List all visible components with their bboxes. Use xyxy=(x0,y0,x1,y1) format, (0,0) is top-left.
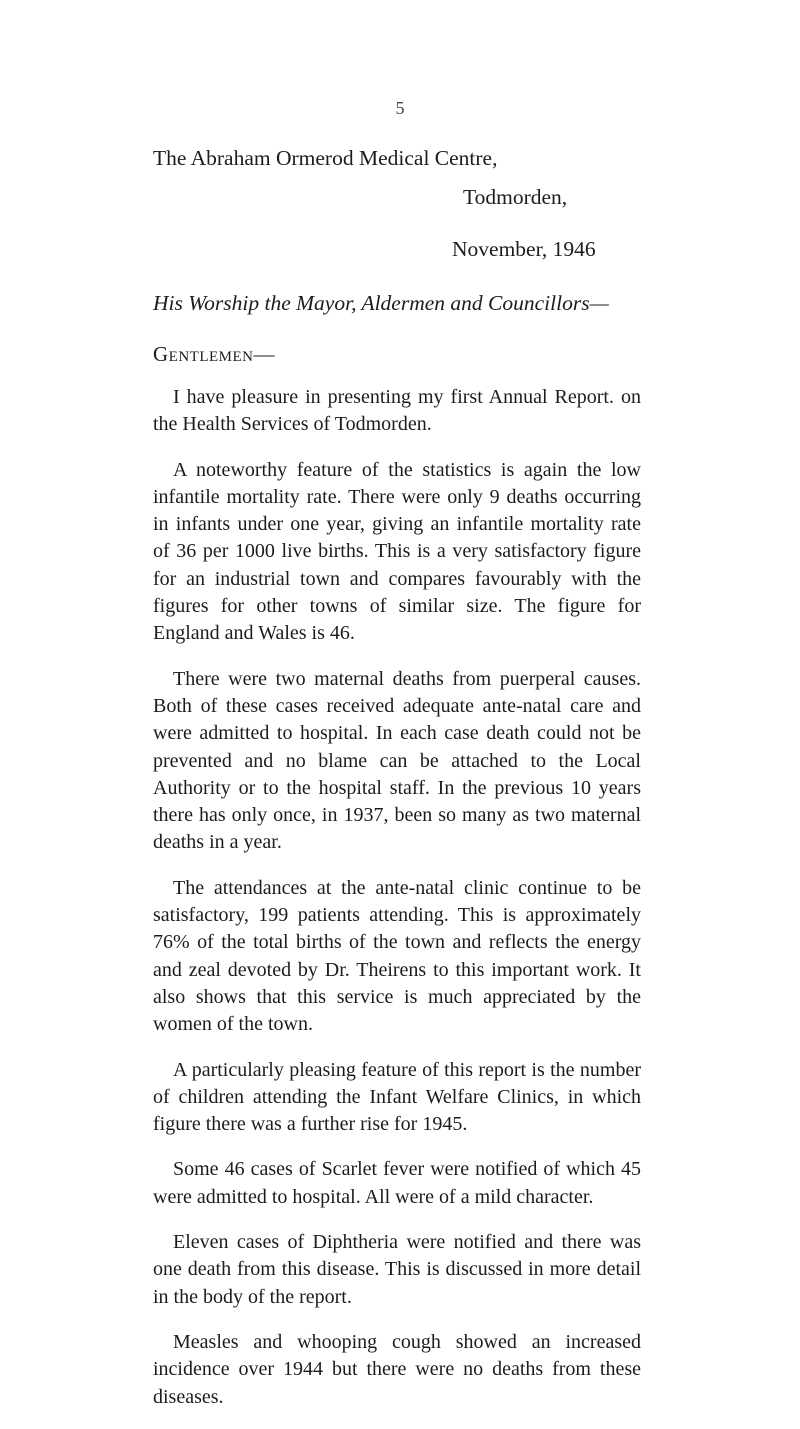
paragraph: A noteworthy feature of the statistics is again the low infantile mortality rate. There were only 9 deaths occurring in infants under one year, giving an infantile mortality rate of 36 per 1000 live births. This is a very satisfactory figure for an industrial town and compares favourably with the figures for other towns of similar size. The figure for England and Wales is 46. xyxy=(153,458,641,645)
paragraph: Eleven cases of Diphtheria were notified and there was one death from this disease. This is discussed in more detail in the body of the report. xyxy=(153,1231,641,1308)
letter-body xyxy=(153,384,641,1429)
greeting: Gentlemen— xyxy=(153,342,275,366)
salutation: His Worship the Mayor, Aldermen and Councillors— xyxy=(153,291,609,315)
letter-date: November, 1946 xyxy=(452,237,596,261)
paragraph: I have pleasure in presenting my first Annual Report. on the Health Services of Todmorden. xyxy=(153,386,641,436)
address-line-1: The Abraham Ormerod Medical Centre, xyxy=(153,146,498,170)
address-line-2: Todmorden, xyxy=(463,185,568,209)
paragraph: The attendances at the ante-natal clinic continue to be satisfactory, 199 patients attending. This is approximately 76% of the total births of the town and reflects the energy and zeal devoted by Dr. Theirens to this important work. It also shows that this service is much appreciated by the women of the town. xyxy=(153,876,641,1036)
paragraph: A particularly pleasing feature of this report is the number of children attending the Infant Welfare Clinics, in which figure there was a further rise for 1945. xyxy=(153,1058,641,1136)
paragraph: There were two maternal deaths from puerperal causes. Both of these cases received adequate ante-natal care and were admitted to hospital. In each case death could not be prevented and no blame can be attached to the Local Authority or to the hospital staff. In the previous 10 years there has only once, in 1937, been so many as two maternal deaths in a year. xyxy=(153,667,641,854)
paragraph: Some 46 cases of Scarlet fever were notified of which 45 were admitted to hospital. All were of a mild character. xyxy=(153,1158,641,1208)
page-number: 5 xyxy=(395,98,405,118)
paragraph: Measles and whooping cough showed an increased incidence over 1944 but there were no deaths from these diseases. xyxy=(153,1330,641,1408)
